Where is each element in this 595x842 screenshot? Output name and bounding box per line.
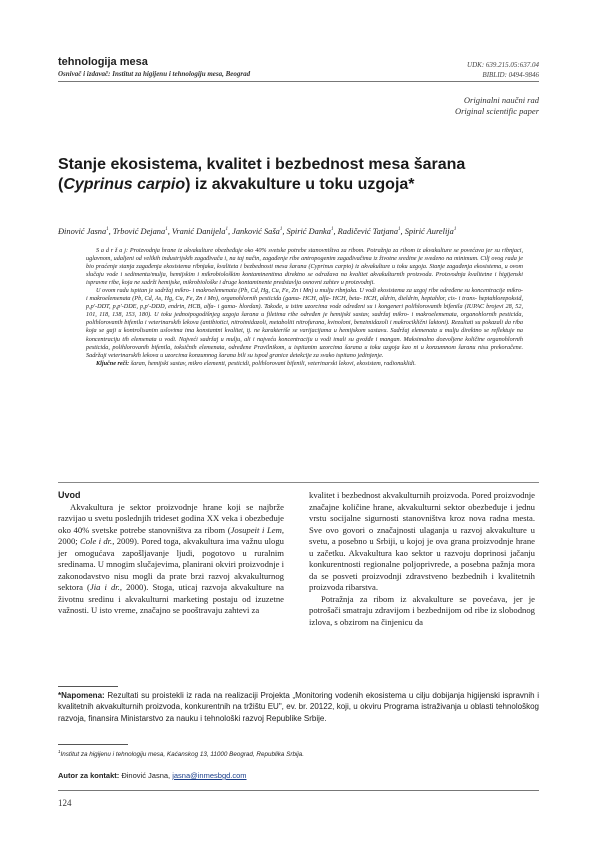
citation: Josupeit i Lem [230,524,282,535]
title-species: Cyprinus carpio [63,176,186,193]
corresponding-author: Autor za kontakt: Đinović Jasna, jasna@inmesbgd.com [58,771,247,780]
body-paragraph: Akvakultura je sektor proizvodnje hrane koji se najbrže razvijao u svetu poslednjih trideset godina XX veka i obezbeđuje oko 40% svetske potrebe stanovništva za ribom (Josupeit i Lem, 2000; Cole i dr., 2009). Pored toga, akvakultura ima važnu ulogu jer omogućava zapošljavanje ljudi, pogotovo u ruralnim sredinama. U mnogim slučajevima, planirani okviri proizvodnje i zakonodavstvo nisu mogli da prate brzi razvoj akvakulturnog sektora (Jia i dr., 2000). Stoga, uticaj razvoja akvakulture na životnu sredinu i akvakulturni marketing postaju od izuzetne važnosti. U isto vreme, značajno se pooštravaju zahtevi za [58,501,284,616]
publisher-line: Osnivač i izdavač: Institut za higijenu i tehnologiju mesa, Beograd [58,70,251,78]
funding-note: *Napomena: Rezultati su proistekli iz rada na realizaciji Projekta „Monitoring vodenih ekosistema u cilju dobijanja higijenski ispravnih i kvalitetnih akvakulturnih proizvoda, konkurentnih na tržištu EU", ev. br. 20122, koji, u okviru Programa istraživanja u oblasti tehnološkog razvoja, finansira Ministarstvo za nauku i tehnološki razvoj Republike Srbije. [58,691,539,723]
author: Trbović Dejana$^1$, [112,226,172,236]
title-open-paren: ( [58,176,64,193]
citation: Jia i dr. [89,582,120,593]
page-number: 124 [58,798,72,808]
article-title [58,155,539,195]
footer-divider [58,790,539,791]
abstract [86,247,523,368]
abstract-label: S a d r ž a j: [96,247,129,254]
title-rest: ) iz akvakulture u toku uzgoja* [185,176,415,193]
abstract-divider [58,482,539,483]
note-divider [58,686,118,687]
body-paragraph: kvalitet i bezbednost akvakulturnih proizvoda. Pored proizvodnje značajne količine hrane, akvakulturni sektor obezbeđuje i jednu vrstu socijalne sigurnosti stanovništva kroz nova radna mesta. Sve ovo govori o značajnosti ulaganja u razvoj akvakulture u svetu, a posebno u Srbiji, u kojoj je ova grana proizvodnje hrane u začetku. Akvakultura kao sektor u razvoju doprinosi jačanju konkurentnosti regionalne poljoprivrede, a posebna pažnja mora da se posveti proizvodnji zdravstveno bezbednih i kvalitetnih proizvoda ribarstva. [309,490,535,593]
keywords-label: Ključne reči: [96,359,130,367]
header-divider [58,81,539,82]
title-line-1: Stanje ekosistema, kvalitet i bezbednost mesa šarana [58,156,466,173]
note-label: *Napomena: [58,691,105,700]
journal-name: tehnologija mesa [58,56,148,68]
author-list [58,224,539,237]
author: Đinović Jasna$^1$, [58,226,113,236]
body-column-left [58,490,284,617]
keywords: Ključne reči: šaran, hemijski sastav, mikro elementi, pesticidi, polihlorovani bifenili, veterinarski lekovi, ekosistem, radionuklidi. [96,359,416,367]
citation: Cole i dr. [79,536,113,547]
author: Spirić Danka$^1$, [286,226,338,236]
abstract-paragraph-2: U ovom radu ispitan je sadržaj mikro- i makroelemenata (Pb, Cd, Hg, Cu, Fe, Zn i Mn) u mulju ribnjaka. U vodi ekosistema za uzgoj ribe određene su koncentracije mikro- i makroelemenata (Pb, Cd, As, Hg, Cu, Fe, Zn i Mn), organohlornih pesticida (gama- HCH, alfa- HCH, beta- HCH, aldrin, dieldrin, heptahlor, cis- i trans- heptahlorepoksid, p,p'-DDT, p,p'-DDE, p,p'-DDD, endrin, HCB, alfa- i gama- hlordan). Takođe, u istim uzorcima vode određeni su i kongeneri polihlorovanih bifenila (IUPAC brojevi 28, 52, 101, 118, 138, 153, 180). U toku jednoipogodišnjeg uzgoja šarana u filetima ribe određen je hemijski sastav, sadržaj mikro- i makroelemenata, organohlornih pesticida, polihlorovanih bifenila i veterinarskih lekova (antibiotici, nitroimidazoli, metaboliti nitrofurana, kvinoloni, benzimidazoli i makrociklični laktoni). Rezultati su pokazali da riba koja se gaji u kontrolisanim uslovima ima konstantni kvalitet, tj. ne karakteriše se varijacijama u hemijskom sastavu. Sadržaj elemenata u mulju direktno se reflektuje na koncentraciju tih elemenata u vodi. Najveći sadržaj u mulju, ali i najveću koncentraciju u vodi imali su gvožđe i mangan. Maksimalno dozvoljene količine organohlornih pesticida, polihlorovanih bifenila, toksičnih elemenata, određene Pravilnikom, u ispitanim uzorcima šarana u toku uzgoja kao ni u konzumnom šaranu nisu prekoračene. Sadržaji veterinarskih lekova u uzorcima konzumnog šarana bili su ispod granice detekcije za svako ispitano jedinjenje. [86,287,523,359]
article-type-sr: Originalni naučni rad [463,95,539,105]
article-type-en: Original scientific paper [454,106,539,116]
journal-codes [467,60,539,80]
author: Janković Saša$^1$, [232,226,287,236]
section-heading-intro: Uvod [58,490,81,500]
abstract-paragraph-1: S a d r ž a j: Proizvodnja hrane iz akvakulture obezbeđuje oko 40% svetske potrebe stanovništva za ribom. Potražnja za ribom iz akvakulture se povećava jer su ribnjaci, uglavnom, udaljeni od velikih industrijskih zagađivača i, na taj način, zagađenje ribe antropogenim zagađivačima iz životne sredine je svedeno na minimum. Cilj ovog rada je bio praćenje stanja zagađenja ekosistema ribnjaka, kvaliteta i bezbednosti mesa šarana (Cyprinus carpio) iz akvakulture u toku uzgoja. Stanje zagađenja ekosistema, u ovom slučaju vode i sedimenta/mulja, hemijskim i mikrobiološkim kontaminentima direktno se odražava na kvalitet akvakulturnih proizvoda. Proizvodnja kvalitetne i higijenski ispravne ribe, koja ne sadrži hemijske, mikrobiološke i druge kontaminente predstavlja osnovni zahtev u proizvodnji. [86,247,523,287]
affiliation: $^1$Institut za higijenu i tehnologiju mesa, Kaćanskog 13, 11000 Beograd, Republika Srbija. [58,749,305,759]
article-type [455,95,539,117]
body-paragraph: Potražnja za ribom iz akvakulture se povećava, jer je potrošači smatraju zdravijom i bezbednijom od ribe iz slobodnog izlova, s obzirom na činjenicu da [309,593,535,628]
biblid-code: BIBLID: 0494-9846 [482,71,539,79]
contact-email-link[interactable]: jasna@inmesbgd.com [172,771,247,780]
contact-label: Autor za kontakt: [58,771,120,780]
author: Vranić Danijela$^1$, [171,226,233,236]
author: Radičević Tatjana$^1$, [337,226,405,236]
author: Spirić Aurelija$^1$ [404,226,457,236]
udk-code: UDK: 639.215.05:637.04 [467,61,539,69]
footnote-divider [58,744,128,745]
journal-header [58,56,250,78]
body-column-right [309,490,535,629]
